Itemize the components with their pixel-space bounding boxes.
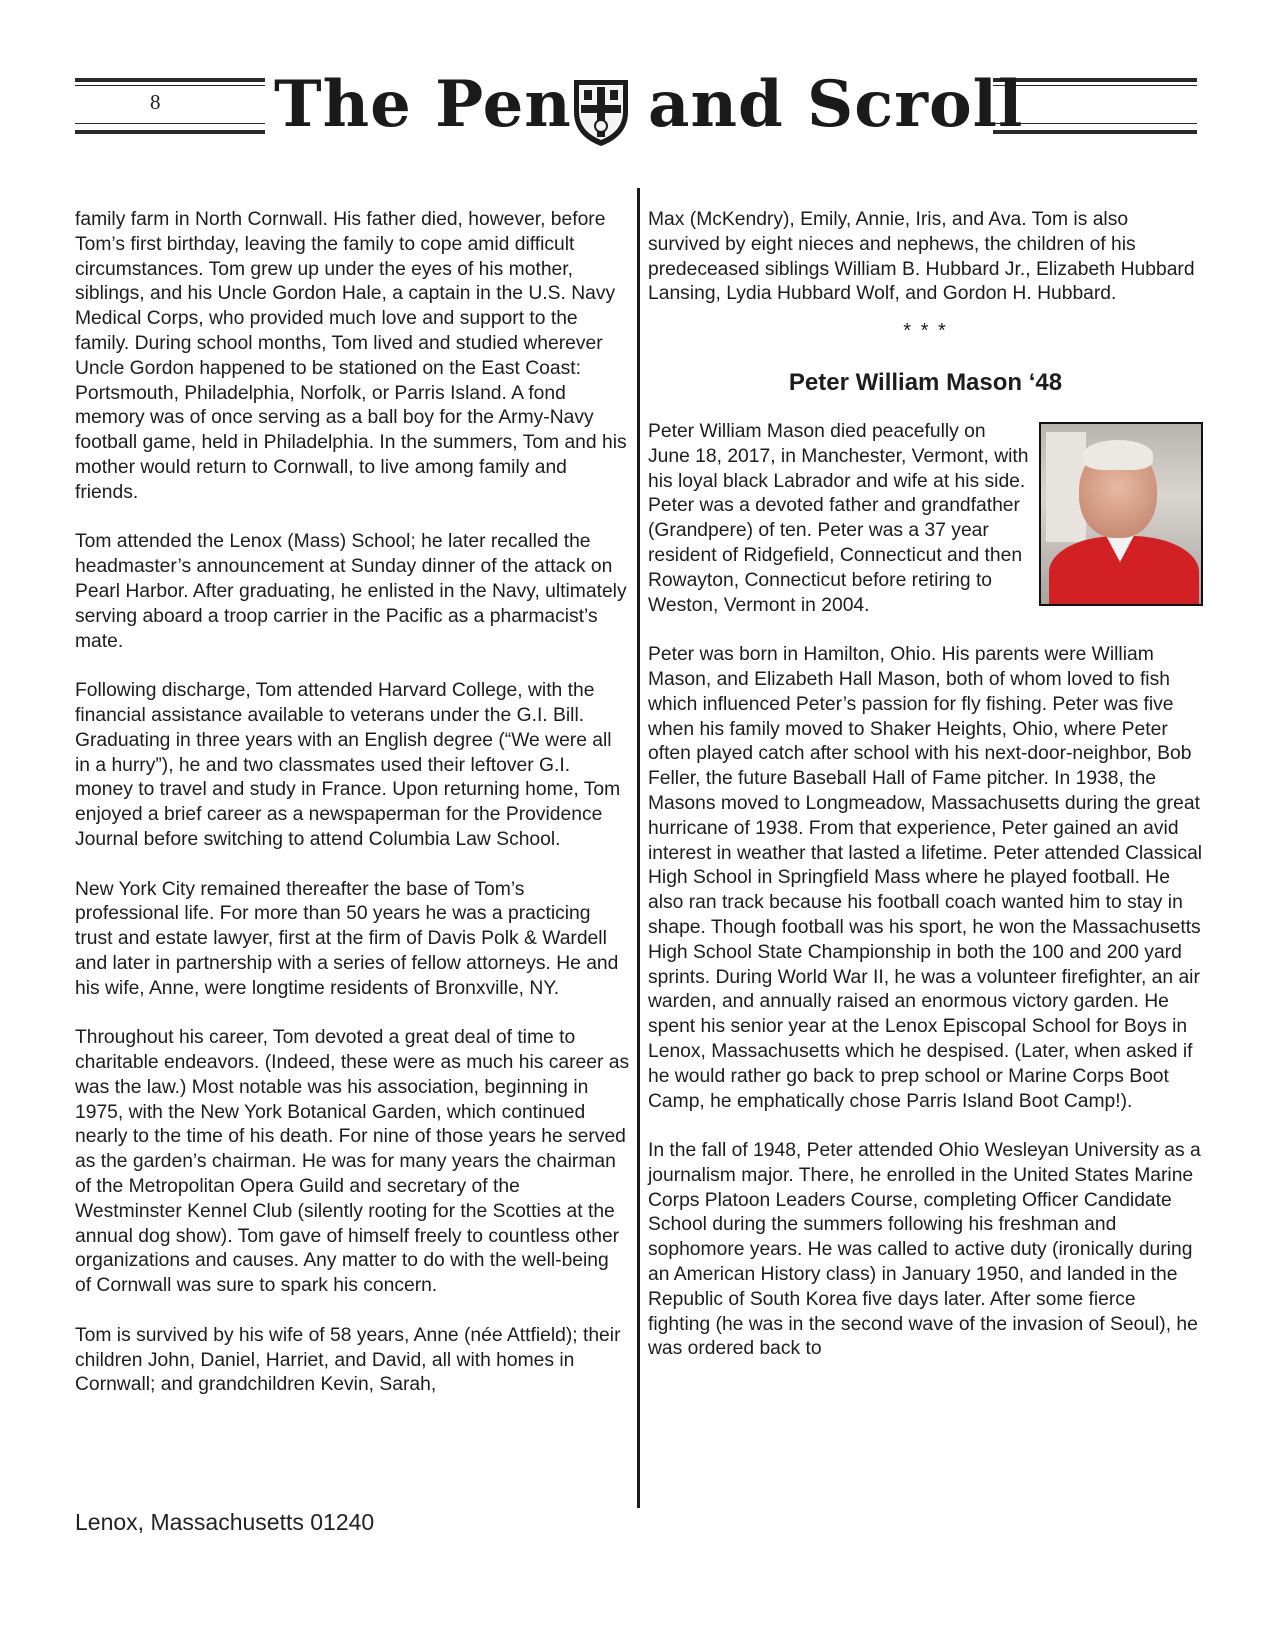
- left-column: [75, 208, 630, 1423]
- paragraph: Peter was born in Hamilton, Ohio. His parents were William Mason, and Elizabeth Hall Mason, both of whom loved to fish which influenced Peter’s passion for fly fishing. Peter was five when his family moved to Shaker Heights, Ohio, where Peter often played catch after school with his next-door-neighbor, Bob Feller, the future Baseball Hall of Fame pitcher. In 1938, the Masons moved to Longmeadow, Massachusetts during the great hurricane of 1938. From that experience, Peter gained an avid interest in weather that lasted a lifetime. Peter attended Classical High School in Springfield Mass where he played football. He also ran track because his football coach wanted him to stay in shape. Though football was his sport, he won the Massachusetts High School State Championship in both the 100 and 200 yard sprints. During World War II, he was a volunteer firefighter, an air warden, and annually raised an enormous victory garden. He spent his senior year at the Lenox Episcopal School for Boys in Lenox, Massachusetts which he despised. (Later, when asked if he would rather go back to prep school or Marine Corps Boot Camp, he emphatically chose Parris Island Boot Camp!).: [648, 644, 1203, 1112]
- paragraph: Following discharge, Tom attended Harvard College, with the financial assistance available to veterans under the G.I. Bill. Graduating in three years with an English degree (“We were all in a hurry”), he and two classmates used their leftover G.I. money to travel and study in France. Upon returning home, Tom enjoyed a brief career as a newspaperman for the Providence Journal before switching to attend Columbia Law School.: [75, 680, 621, 850]
- crest-icon: [570, 74, 632, 148]
- paragraph: Max (McKendry), Emily, Annie, Iris, and Ava. Tom is also survived by eight nieces and nephews, the children of his predeceased siblings William B. Hubbard Jr., Elizabeth Hubbard Lansing, Lydia Hubbard Wolf, and Gordon H. Hubbard.: [648, 209, 1195, 305]
- obituary-heading: Peter William Mason ‘48: [788, 368, 1063, 396]
- masthead-title-right: and Scroll: [648, 67, 1024, 142]
- obituary-intro: [648, 420, 1203, 643]
- paragraph: New York City remained thereafter the base of Tom’s professional life. For more than 50 years he was a practicing trust and estate lawyer, first at the firm of Davis Polk & Wardell and later in partnership with a series of fellow attorneys. He and his wife, Anne, were longtime residents of Bronxville, NY.: [75, 878, 619, 999]
- column-divider: [637, 188, 640, 1508]
- paragraph: Throughout his career, Tom devoted a great deal of time to charitable endeavors. (Indeed, these were as much his career as was the law.) Most notable was his association, beginning in 1975, with the New York Botanical Garden, which continued nearly to the time of his death. For nine of those years he served as the garden’s chairman. He was for many years the chairman of the Metropolitan Opera Guild and secretary of the Westminster Kennel Club (silently rooting for the Scotties at the annual dog show). Tom gave of himself freely to countless other organizations and causes. Any matter to do with the well-being of Cornwall was sure to spark his concern.: [75, 1027, 630, 1297]
- paragraph: Tom is survived by his wife of 58 years, Anne (née Attfield); their children John, Daniel, Harriet, and David, all with homes in Cornwall; and grandchildren Kevin, Sarah,: [75, 1324, 621, 1396]
- paragraph: Peter William Mason died peacefully on June 18, 2017, in Manchester, Vermont, with his loyal black Labrador and wife at his side. Peter was a devoted father and grandfather (Grandpere) of ten. Peter was a 37 year resident of Ridgefield, Connecticut and then Rowayton, Connecticut before retiring to Weston, Vermont in 2004.: [648, 420, 1029, 616]
- portrait-photo: [1039, 422, 1203, 606]
- page-number: 8: [150, 90, 161, 114]
- section-separator: * * *: [903, 320, 948, 343]
- paragraph: family farm in North Cornwall. His father died, however, before Tom’s first birthday, leaving the family to cope amid difficult circumstances. Tom grew up under the eyes of his mother, siblings, and his Uncle Gordon Hale, a captain in the U.S. Navy Medical Corps, who provided much love and support to the family. During school months, Tom lived and studied wherever Uncle Gordon happened to be stationed on the East Coast: Portsmouth, Philadelphia, Norfolk, or Parris Island. A fond memory was of once serving as a ball boy for the Army-Navy football game, held in Philadelphia. In the summers, Tom and his mother would return to Cornwall, to live among family and friends.: [75, 209, 627, 503]
- masthead-title-left: The Pen: [274, 67, 572, 142]
- right-column: [648, 208, 1203, 1387]
- masthead-title: [270, 64, 1024, 154]
- footer-address: Lenox, Massachusetts 01240: [75, 1509, 375, 1535]
- paragraph: Tom attended the Lenox (Mass) School; he later recalled the headmaster’s announcement at Sunday dinner of the attack on Pearl Harbor. After graduating, he enlisted in the Navy, ultimately serving aboard a troop carrier in the Pacific as a pharmacist’s mate.: [75, 531, 627, 652]
- paragraph: In the fall of 1948, Peter attended Ohio Wesleyan University as a journalism major. There, he enrolled in the United States Marine Corps Platoon Leaders Course, completing Officer Candidate School during the summers following his freshman and sophomore years. He was called to active duty (ironically during an American History class) in January 1950, and landed in the Republic of South Korea five days later. After some fierce fighting (he was in the second wave of the invasion of Seoul), he was ordered back to: [648, 1140, 1201, 1360]
